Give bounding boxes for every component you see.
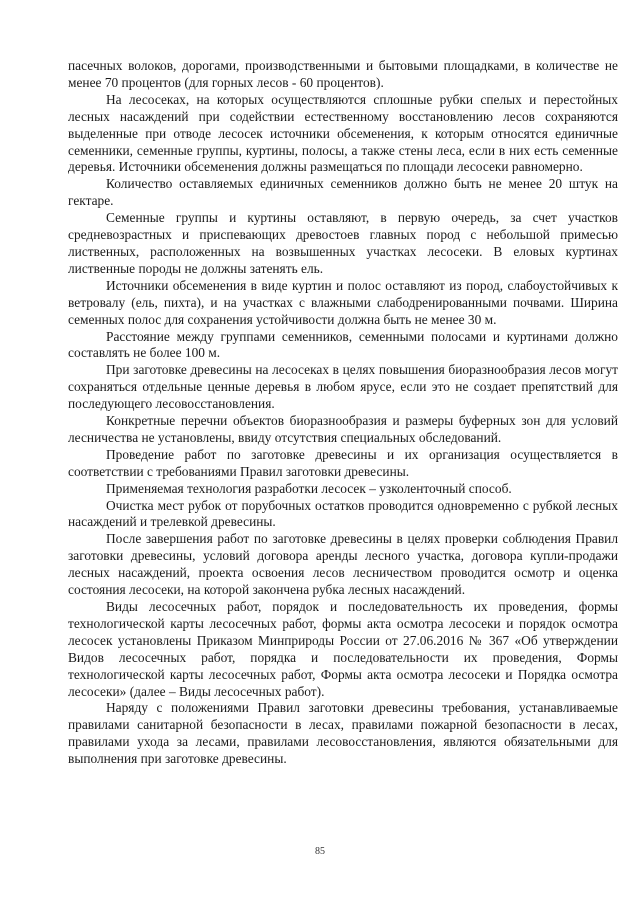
paragraph: Очистка мест рубок от порубочных остатков проводится одновременно с рубкой лесных насаждений и трелевкой древесины. [68, 497, 618, 530]
paragraph: После завершения работ по заготовке древесины в целях проверки соблюдения Правил заготовки древесины, условий договора аренды лесного участка, договора купли-продажи лесных насаждений, проекта освоения лесов лесничеством проводится осмотр и оценка состояния лесосеки, на которой закончена рубка лесных насаждений. [68, 531, 618, 598]
paragraph: Наряду с положениями Правил заготовки древесины требования, устанавливаемые правилами санитарной безопасности в лесах, правилами пожарной безопасности в лесах, правилами ухода за лесами, правилами лесовосстановления, являются обязательными для выполнения при заготовке древесины. [68, 700, 618, 767]
paragraph: Конкретные перечни объектов биоразнообразия и размеры буферных зон для условий лесничества не установлены, ввиду отсутствия специальных обследований. [68, 413, 618, 445]
paragraph: Источники обсеменения в виде куртин и полос оставляют из пород, слабоустойчивых к ветровалу (ель, пихта), и на участках с влажными слабодренированными почвами. Ширина семенных полос для сохранения устойчивости должна быть не менее 30 м. [68, 277, 618, 327]
paragraph: Количество оставляемых единичных семенников должно быть не менее 20 штук на гектаре. [68, 176, 618, 209]
paragraph: При заготовке древесины на лесосеках в целях повышения биоразнообразия лесов могут сохраняться отдельные ценные деревья в любом ярусе, если это не создает препятствий для последующего лесовосстановления. [68, 362, 618, 412]
paragraph: Проведение работ по заготовке древесины и их организация осуществляется в соответствии с требованиями Правил заготовки древесины. [68, 446, 618, 479]
paragraph: На лесосеках, на которых осуществляются сплошные рубки спелых и перестойных лесных насаждений при содействии естественному восстановлению лесов сохраняются выделенные при отводе лесосек источники обсеменения, к которым относятся единичные семенники, семенные группы, куртины, полосы, а также стены леса, если в них есть семенные деревья. Источники обсеменения должны размещаться по площади лесосеки равномерно. [68, 91, 618, 175]
paragraph: Применяемая технология разработки лесосек – узколенточный способ. [106, 480, 512, 496]
paragraph: Виды лесосечных работ, порядок и последовательность их проведения, формы технологической карты лесосечных работ, формы акта осмотра лесосеки и порядок осмотра лесосек установлены Приказом Минприроды России от 27.06.2016 № 367 «Об утверждении Видов лесосечных работ, порядка и последовательности их проведения, Формы технологической карты лесосечных работ, Формы акта осмотра лесосеки и Порядка осмотра лесосеки» (далее – Виды лесосечных работ). [68, 599, 618, 699]
paragraph: пасечных волоков, дорогами, производственными и бытовыми площадками, в количестве не менее 70 процентов (для горных лесов - 60 процентов). [68, 58, 618, 90]
paragraph: Расстояние между группами семенников, семенными полосами и куртинами должно составлять не более 100 м. [68, 328, 618, 361]
page-number: 85 [315, 846, 325, 857]
paragraph: Семенные группы и куртины оставляют, в первую очередь, за счет участков средневозрастных и приспевающих древостоев главных пород с небольшой примесью лиственных, расположенных на возвышенных участках лесосеки. В еловых куртинах лиственные породы не должны затенять ель. [68, 210, 618, 276]
